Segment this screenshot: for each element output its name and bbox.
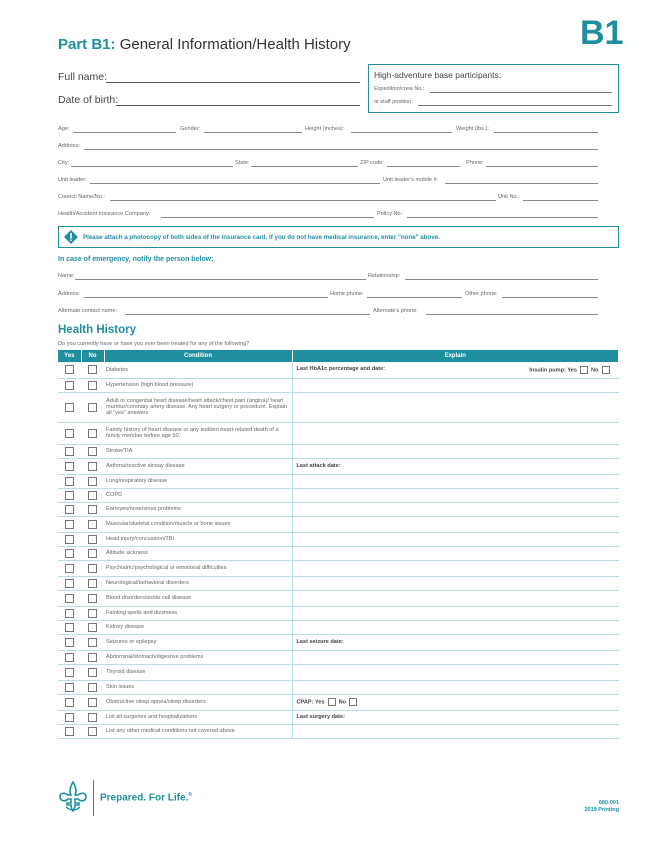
condition-cell: Ear/eyes/nose/sinus problems bbox=[104, 502, 292, 516]
yes-checkbox[interactable] bbox=[65, 579, 74, 588]
row-insurance bbox=[58, 211, 618, 221]
table-row bbox=[58, 710, 619, 724]
no-checkbox[interactable] bbox=[88, 653, 97, 662]
no-checkbox[interactable] bbox=[88, 579, 97, 588]
yes-cell bbox=[58, 444, 81, 458]
no-cell bbox=[81, 634, 104, 650]
no-checkbox[interactable] bbox=[88, 403, 97, 412]
yes-cell bbox=[58, 620, 81, 634]
no-checkbox[interactable] bbox=[88, 623, 97, 632]
dob-field[interactable] bbox=[58, 94, 360, 106]
no-cell bbox=[81, 576, 104, 590]
yes-checkbox[interactable] bbox=[65, 653, 74, 662]
table-row bbox=[58, 378, 619, 392]
explain-cell[interactable] bbox=[292, 378, 619, 392]
no-cell bbox=[81, 532, 104, 546]
table-row bbox=[58, 620, 619, 634]
explain-cell[interactable] bbox=[292, 516, 619, 532]
height-field[interactable]: Height (inches): bbox=[305, 126, 452, 132]
col-explain: Explain bbox=[292, 350, 619, 362]
unit-leader-field[interactable]: Unit leader: bbox=[58, 177, 380, 183]
explain-cell[interactable] bbox=[292, 590, 619, 606]
health-history-subheading: Do you currently have or have you ever been treated for any of the following? bbox=[58, 341, 250, 347]
no-cell bbox=[81, 650, 104, 664]
no-cell bbox=[81, 458, 104, 474]
explain-cell[interactable] bbox=[292, 422, 619, 444]
table-header bbox=[58, 350, 619, 362]
yes-checkbox[interactable] bbox=[65, 477, 74, 486]
page-title: Part B1: General Information/Health History bbox=[58, 36, 351, 53]
high-adventure-heading: High-adventure base participants: bbox=[374, 70, 502, 80]
zip-field[interactable]: ZIP code: bbox=[360, 160, 460, 166]
row-city bbox=[58, 160, 618, 170]
emergency-address-field[interactable]: Address: bbox=[58, 291, 328, 297]
yes-cell bbox=[58, 422, 81, 444]
no-checkbox[interactable] bbox=[88, 520, 97, 529]
row-council bbox=[58, 194, 618, 204]
cpap-no-checkbox[interactable] bbox=[349, 698, 357, 706]
yes-cell bbox=[58, 724, 81, 738]
table-row bbox=[58, 590, 619, 606]
insulin-yes-checkbox[interactable] bbox=[580, 366, 588, 374]
insulin-no-checkbox[interactable] bbox=[602, 366, 610, 374]
emergency-heading: In case of emergency, notify the person below: bbox=[58, 256, 214, 263]
no-cell bbox=[81, 502, 104, 516]
condition-cell: Hypertension (high blood pressure) bbox=[104, 378, 292, 392]
no-checkbox[interactable] bbox=[88, 381, 97, 390]
footer-divider bbox=[93, 780, 94, 816]
no-cell bbox=[81, 516, 104, 532]
yes-checkbox[interactable] bbox=[65, 564, 74, 573]
explain-cell[interactable] bbox=[292, 392, 619, 422]
no-cell bbox=[81, 680, 104, 694]
yes-cell bbox=[58, 710, 81, 724]
condition-cell: Fainting spells and dizziness bbox=[104, 606, 292, 620]
explain-cell[interactable] bbox=[292, 560, 619, 576]
part-badge: B1 bbox=[580, 14, 624, 52]
yes-checkbox[interactable] bbox=[65, 609, 74, 618]
condition-cell: COPD bbox=[104, 488, 292, 502]
yes-checkbox[interactable] bbox=[65, 491, 74, 500]
weight-field[interactable]: Weight (lbs.): bbox=[456, 126, 598, 132]
explain-cell[interactable] bbox=[292, 724, 619, 738]
condition-cell: List any other medical conditions not covered above bbox=[104, 724, 292, 738]
no-checkbox[interactable] bbox=[88, 638, 97, 647]
health-history-heading: Health History bbox=[58, 324, 136, 336]
form-code: 680-001 2019 Printing bbox=[584, 800, 619, 813]
explain-cell[interactable]: CPAP: Yes No bbox=[292, 694, 619, 710]
condition-cell: Thyroid disease bbox=[104, 664, 292, 680]
no-cell bbox=[81, 606, 104, 620]
row-emergency-address bbox=[58, 291, 618, 301]
col-no: No bbox=[81, 350, 104, 362]
condition-cell: Family history of heart disease or any sudden heart-related death of a family member before age 50. bbox=[104, 422, 292, 444]
condition-cell: Psychiatric/psychological or emotional difficulties bbox=[104, 560, 292, 576]
alternate-phone-field[interactable]: Alternate's phone: bbox=[373, 308, 598, 314]
table-row bbox=[58, 488, 619, 502]
col-condition: Condition bbox=[104, 350, 292, 362]
table-row bbox=[58, 650, 619, 664]
condition-cell: Muscular/skeletal condition/muscle or bone issues bbox=[104, 516, 292, 532]
policy-field[interactable]: Policy No.: bbox=[377, 211, 598, 217]
condition-cell: Obstructive sleep apnea/sleep disorders bbox=[104, 694, 292, 710]
yes-checkbox[interactable] bbox=[65, 549, 74, 558]
table-row bbox=[58, 606, 619, 620]
explain-cell[interactable] bbox=[292, 532, 619, 546]
condition-cell: Neurological/behavioral disorders bbox=[104, 576, 292, 590]
no-checkbox[interactable] bbox=[88, 491, 97, 500]
cpap-yes-checkbox[interactable] bbox=[328, 698, 336, 706]
no-cell bbox=[81, 694, 104, 710]
condition-cell: Stroke/TIA bbox=[104, 444, 292, 458]
no-cell bbox=[81, 444, 104, 458]
insurance-notice bbox=[58, 226, 619, 248]
explain-cell[interactable] bbox=[292, 444, 619, 458]
row-alternate bbox=[58, 308, 618, 318]
no-cell bbox=[81, 664, 104, 680]
explain-cell[interactable]: Last surgery date: bbox=[292, 710, 619, 724]
yes-cell bbox=[58, 576, 81, 590]
yes-checkbox[interactable] bbox=[65, 623, 74, 632]
yes-checkbox[interactable] bbox=[65, 713, 74, 722]
yes-checkbox[interactable] bbox=[65, 447, 74, 456]
explain-cell[interactable]: Last HbA1c percentage and date: Insulin pump: Yes No bbox=[292, 362, 619, 378]
table-row bbox=[58, 724, 619, 738]
explain-cell[interactable] bbox=[292, 650, 619, 664]
no-cell bbox=[81, 590, 104, 606]
row-age-gender bbox=[58, 126, 618, 136]
yes-cell bbox=[58, 634, 81, 650]
yes-cell bbox=[58, 680, 81, 694]
yes-checkbox[interactable] bbox=[65, 683, 74, 692]
yes-cell bbox=[58, 650, 81, 664]
council-field[interactable]: Council Name/No.: bbox=[58, 194, 496, 200]
yes-cell bbox=[58, 560, 81, 576]
table-row bbox=[58, 532, 619, 546]
high-adventure-box bbox=[368, 64, 619, 113]
no-checkbox[interactable] bbox=[88, 727, 97, 736]
table-row bbox=[58, 546, 619, 560]
yes-cell bbox=[58, 378, 81, 392]
explain-cell[interactable] bbox=[292, 488, 619, 502]
no-cell bbox=[81, 488, 104, 502]
yes-checkbox[interactable] bbox=[65, 429, 74, 438]
explain-cell[interactable] bbox=[292, 474, 619, 488]
address-field[interactable]: Address: bbox=[58, 143, 598, 149]
gender-field[interactable]: Gender: bbox=[180, 126, 302, 132]
explain-cell[interactable] bbox=[292, 546, 619, 560]
unit-no-field[interactable]: Unit No.: bbox=[498, 194, 598, 200]
condition-cell: Blood disorders/sickle cell disease bbox=[104, 590, 292, 606]
no-cell bbox=[81, 546, 104, 560]
insurance-field[interactable]: Health/Accident Insurance Company: bbox=[58, 211, 374, 217]
other-phone-field[interactable]: Other phone: bbox=[465, 291, 598, 297]
warning-icon bbox=[64, 230, 78, 244]
yes-checkbox[interactable] bbox=[65, 638, 74, 647]
no-cell bbox=[81, 392, 104, 422]
condition-cell: Kidney disease bbox=[104, 620, 292, 634]
row-address bbox=[58, 143, 618, 153]
condition-cell: Altitude sickness bbox=[104, 546, 292, 560]
health-history-table bbox=[58, 350, 619, 739]
yes-cell bbox=[58, 458, 81, 474]
table-row bbox=[58, 458, 619, 474]
table-row bbox=[58, 680, 619, 694]
no-cell bbox=[81, 422, 104, 444]
condition-cell: Abdominal/stomach/digestive problems bbox=[104, 650, 292, 664]
table-row bbox=[58, 502, 619, 516]
alternate-name-field[interactable]: Alternate contact name: bbox=[58, 308, 370, 314]
no-checkbox[interactable] bbox=[88, 713, 97, 722]
yes-cell bbox=[58, 694, 81, 710]
no-checkbox[interactable] bbox=[88, 594, 97, 603]
yes-cell bbox=[58, 502, 81, 516]
no-checkbox[interactable] bbox=[88, 477, 97, 486]
yes-checkbox[interactable] bbox=[65, 520, 74, 529]
expedition-field[interactable]: Expedition/crew No.: bbox=[374, 86, 612, 92]
no-checkbox[interactable] bbox=[88, 609, 97, 618]
col-yes: Yes bbox=[58, 350, 81, 362]
full-name-field[interactable] bbox=[58, 71, 360, 83]
no-cell bbox=[81, 362, 104, 378]
yes-cell bbox=[58, 532, 81, 546]
table-row bbox=[58, 560, 619, 576]
explain-cell[interactable]: Last attack date: bbox=[292, 458, 619, 474]
explain-cell[interactable] bbox=[292, 680, 619, 694]
no-checkbox[interactable] bbox=[88, 683, 97, 692]
no-checkbox[interactable] bbox=[88, 549, 97, 558]
unit-leader-mobile-field[interactable]: Unit leader's mobile #: bbox=[383, 177, 598, 183]
table-row bbox=[58, 444, 619, 458]
no-checkbox[interactable] bbox=[88, 429, 97, 438]
relationship-field[interactable]: Relationship: bbox=[368, 273, 598, 279]
yes-checkbox[interactable] bbox=[65, 535, 74, 544]
row-unit-leader bbox=[58, 177, 618, 187]
condition-cell: Head injury/concussion/TBI bbox=[104, 532, 292, 546]
no-checkbox[interactable] bbox=[88, 535, 97, 544]
no-checkbox[interactable] bbox=[88, 668, 97, 677]
dob-label: Date of birth: bbox=[58, 94, 119, 106]
explain-cell[interactable] bbox=[292, 606, 619, 620]
age-field[interactable]: Age: bbox=[58, 126, 176, 132]
row-emergency-name bbox=[58, 273, 618, 283]
table-row bbox=[58, 576, 619, 590]
explain-cell[interactable] bbox=[292, 664, 619, 680]
condition-cell: Diabetes bbox=[104, 362, 292, 378]
emergency-name-field[interactable]: Name: bbox=[58, 273, 366, 279]
no-cell bbox=[81, 378, 104, 392]
city-field[interactable]: City: bbox=[58, 160, 233, 166]
no-cell bbox=[81, 560, 104, 576]
yes-checkbox[interactable] bbox=[65, 403, 74, 412]
condition-cell: Asthma/reactive airway disease bbox=[104, 458, 292, 474]
table-row bbox=[58, 362, 619, 378]
yes-cell bbox=[58, 392, 81, 422]
yes-cell bbox=[58, 590, 81, 606]
table-row bbox=[58, 664, 619, 680]
state-field[interactable]: State: bbox=[235, 160, 358, 166]
no-cell bbox=[81, 710, 104, 724]
yes-cell bbox=[58, 474, 81, 488]
yes-checkbox[interactable] bbox=[65, 462, 74, 471]
no-checkbox[interactable] bbox=[88, 698, 97, 707]
yes-cell bbox=[58, 546, 81, 560]
explain-cell[interactable] bbox=[292, 620, 619, 634]
no-checkbox[interactable] bbox=[88, 564, 97, 573]
explain-cell[interactable] bbox=[292, 502, 619, 516]
phone-field[interactable]: Phone: bbox=[466, 160, 598, 166]
table-row bbox=[58, 392, 619, 422]
condition-cell: Seizures or epilepsy bbox=[104, 634, 292, 650]
home-phone-field[interactable]: Home phone: bbox=[330, 291, 462, 297]
table-row bbox=[58, 516, 619, 532]
yes-cell bbox=[58, 516, 81, 532]
table-row bbox=[58, 694, 619, 710]
explain-cell[interactable]: Last seizure date: bbox=[292, 634, 619, 650]
staff-position-field[interactable]: or staff position: bbox=[374, 99, 612, 105]
no-checkbox[interactable] bbox=[88, 447, 97, 456]
yes-checkbox[interactable] bbox=[65, 381, 74, 390]
yes-checkbox[interactable] bbox=[65, 727, 74, 736]
table-row bbox=[58, 634, 619, 650]
no-cell bbox=[81, 724, 104, 738]
no-cell bbox=[81, 474, 104, 488]
full-name-label: Full name: bbox=[58, 71, 108, 83]
yes-checkbox[interactable] bbox=[65, 505, 74, 514]
no-cell bbox=[81, 620, 104, 634]
condition-cell: Lung/respiratory disease bbox=[104, 474, 292, 488]
table-row bbox=[58, 422, 619, 444]
yes-checkbox[interactable] bbox=[65, 594, 74, 603]
no-checkbox[interactable] bbox=[88, 462, 97, 471]
no-checkbox[interactable] bbox=[88, 365, 97, 374]
yes-checkbox[interactable] bbox=[65, 668, 74, 677]
footer-motto: Prepared. For Life.® bbox=[100, 792, 193, 804]
notice-text: Please attach a photocopy of both sides of the insurance card. If you do not have medical insurance, enter "none" above. bbox=[83, 234, 440, 241]
yes-checkbox[interactable] bbox=[65, 698, 74, 707]
yes-cell bbox=[58, 362, 81, 378]
yes-cell bbox=[58, 664, 81, 680]
table-row bbox=[58, 474, 619, 488]
condition-cell: Skin issues bbox=[104, 680, 292, 694]
condition-cell: List all surgeries and hospitalizations bbox=[104, 710, 292, 724]
explain-cell[interactable] bbox=[292, 576, 619, 590]
fleur-de-lis-logo bbox=[56, 780, 90, 814]
yes-cell bbox=[58, 488, 81, 502]
yes-cell bbox=[58, 606, 81, 620]
yes-checkbox[interactable] bbox=[65, 365, 74, 374]
condition-cell: Adult or congenital heart disease/heart attack/chest pain (angina)/ heart murmur/coronary artery disease. Any heart surgery or procedure. Explain all "yes" answers. bbox=[104, 392, 292, 422]
no-checkbox[interactable] bbox=[88, 505, 97, 514]
